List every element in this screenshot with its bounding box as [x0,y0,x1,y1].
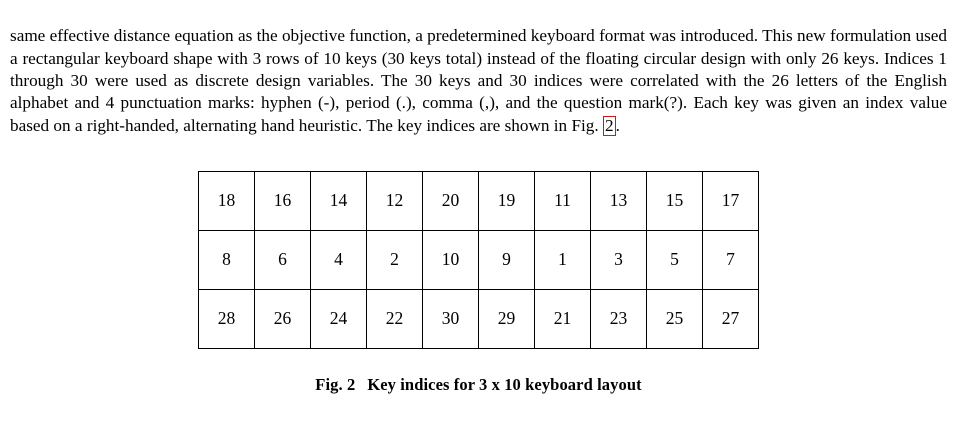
figure-2 [10,171,947,395]
key-cell: 17 [703,171,759,230]
key-cell: 26 [255,289,311,348]
table-row [199,289,759,348]
key-indices-table [198,171,759,349]
key-cell: 7 [703,230,759,289]
key-cell: 13 [591,171,647,230]
key-cell: 29 [479,289,535,348]
key-cell: 9 [479,230,535,289]
key-cell: 15 [647,171,703,230]
paragraph-text-before-reference: same effective distance equation as the objective function, a predetermined keyboard format was introduced. This new formulation used a rectangular keyboard shape with 3 rows of 10 keys (30 keys total) instead of the floating circular design with only 26 keys. Indices 1 through 30 were used as discrete design variables. The 30 keys and 30 indices were correlated with the 26 letters of the English alphabet and 4 punctuation marks: hyphen (-), period (.), comma (,), and the question mark(?). Each key was given an index value based on a right-handed, alternating hand heuristic. The key indices are shown in Fig. [10,26,947,135]
key-cell: 6 [255,230,311,289]
key-cell: 12 [367,171,423,230]
key-cell: 11 [535,171,591,230]
figure-caption-label: Fig. 2 [315,374,356,394]
figure-caption-text: Key indices for 3 x 10 keyboard layout [367,374,642,394]
key-cell: 22 [367,289,423,348]
paragraph-text-after-reference: . [615,115,620,135]
key-cell: 16 [255,171,311,230]
key-cell: 23 [591,289,647,348]
key-cell: 24 [311,289,367,348]
key-cell: 21 [535,289,591,348]
key-cell: 3 [591,230,647,289]
key-cell: 1 [535,230,591,289]
key-indices-table-body [199,171,759,348]
key-cell: 8 [199,230,255,289]
body-paragraph [10,25,947,137]
key-cell: 25 [647,289,703,348]
key-cell: 2 [367,230,423,289]
key-cell: 28 [199,289,255,348]
table-row [199,171,759,230]
key-cell: 10 [423,230,479,289]
key-cell: 30 [423,289,479,348]
key-cell: 4 [311,230,367,289]
figure-caption [315,375,641,395]
key-cell: 18 [199,171,255,230]
key-cell: 14 [311,171,367,230]
table-row [199,230,759,289]
key-cell: 27 [703,289,759,348]
figure-reference-link[interactable]: 2 [604,115,614,135]
key-cell: 19 [479,171,535,230]
key-cell: 5 [647,230,703,289]
key-cell: 20 [423,171,479,230]
